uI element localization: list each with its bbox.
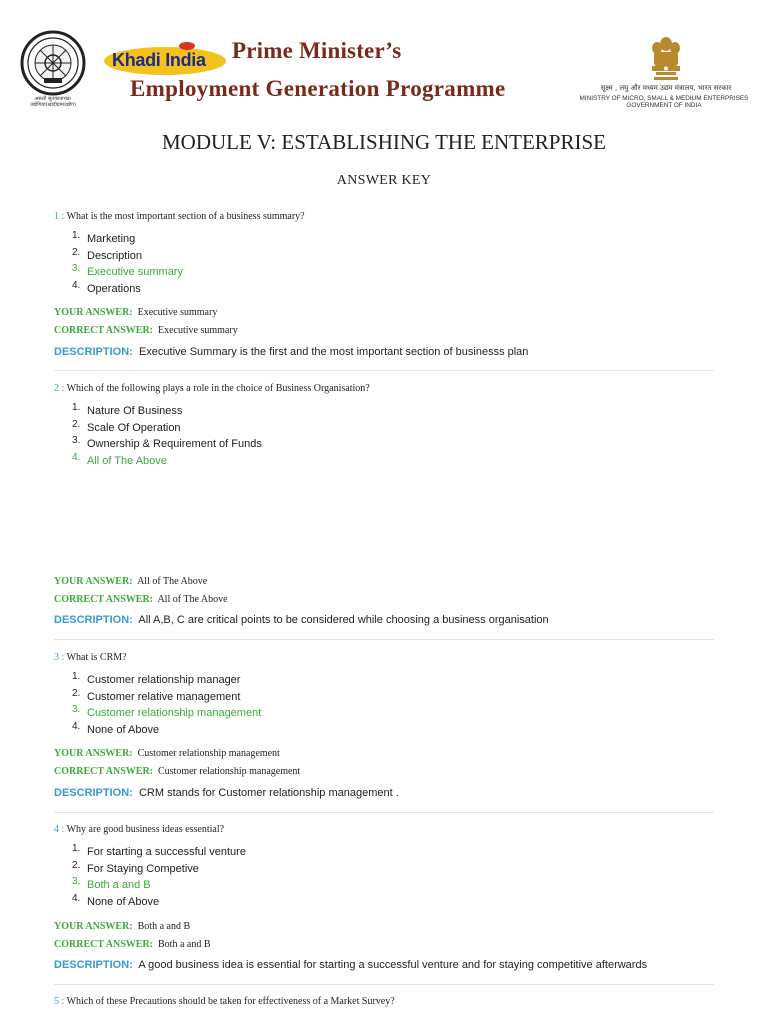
correct-answer-row	[54, 324, 238, 337]
question-label: What is the most important section of a business summary?	[66, 211, 305, 222]
option-number: 1.	[72, 230, 81, 241]
option-number: 4.	[72, 893, 81, 905]
question-block-1	[54, 210, 714, 298]
description-row	[54, 786, 399, 800]
your-answer-row	[54, 575, 207, 588]
your-answer-row	[54, 747, 280, 760]
option-item-correct	[54, 453, 714, 470]
options-list	[54, 844, 714, 911]
option-label: All of The Above	[87, 455, 167, 468]
programme-title-line2: Employment Generation Programme	[130, 76, 506, 101]
description-text: CRM stands for Customer relationship management .	[138, 787, 399, 799]
option-item	[54, 844, 714, 861]
description-label: DESCRIPTION:	[54, 614, 133, 626]
ministry-name-english	[578, 95, 750, 109]
option-label: Operations	[87, 283, 141, 296]
your-answer-label: YOUR ANSWER:	[54, 307, 133, 318]
options-list	[54, 403, 714, 470]
option-label: Customer relationship manager	[87, 674, 241, 686]
question-label: Which of these Precautions should be taken for effectiveness of a Market Survey?	[66, 996, 395, 1007]
option-number: 3.	[72, 435, 81, 447]
question-label: What is CRM?	[66, 652, 127, 663]
question-number: 1 :	[54, 211, 65, 222]
option-item	[54, 248, 714, 265]
correct-answer-label: CORRECT ANSWER:	[54, 766, 153, 777]
seal-caption	[18, 96, 88, 108]
description-row	[54, 345, 528, 359]
correct-answer-value: Both a and B	[158, 939, 211, 950]
your-answer-value: Customer relationship management	[137, 748, 280, 759]
correct-answer-label: CORRECT ANSWER:	[54, 594, 153, 605]
option-number: 2.	[72, 859, 81, 871]
seal-caption-line2: उद्योगिया(खादीग्रामउद्योग)	[30, 102, 76, 108]
option-item	[54, 436, 714, 453]
option-label: Scale Of Operation	[87, 421, 181, 434]
question-text	[54, 382, 714, 395]
divider	[54, 639, 714, 640]
option-label: Both a and B	[87, 879, 151, 892]
ministry-name-line2: GOVERNMENT OF INDIA	[626, 102, 702, 109]
question-text	[54, 651, 714, 664]
option-number: 3.	[72, 876, 81, 888]
description-label: DESCRIPTION:	[54, 346, 133, 358]
option-label: None of Above	[87, 724, 160, 737]
option-number: 2.	[72, 687, 81, 699]
option-item	[54, 861, 714, 878]
option-label: Customer relative management	[87, 690, 241, 703]
your-answer-label: YOUR ANSWER:	[54, 921, 133, 932]
question-number: 2 :	[54, 383, 65, 394]
option-label: For Staying Competive	[87, 862, 199, 875]
question-number: 3 :	[54, 652, 65, 663]
option-number: 4.	[72, 721, 81, 733]
module-title: MODULE V: ESTABLISHING THE ENTERPRISE	[162, 130, 606, 154]
option-number: 4.	[72, 280, 81, 292]
seal-caption-line1: असली सूतकातारख।	[34, 96, 72, 102]
option-number: 2.	[72, 418, 81, 430]
correct-answer-value: Customer relationship management	[158, 766, 301, 777]
option-item	[54, 894, 714, 911]
option-item-correct	[54, 264, 714, 281]
option-label: None of Above	[87, 896, 160, 909]
option-number: 3.	[72, 263, 81, 275]
your-answer-row	[54, 920, 190, 933]
page-header	[0, 0, 768, 120]
option-item-correct	[54, 877, 714, 894]
correct-answer-value: All of The Above	[157, 594, 228, 605]
correct-answer-label: CORRECT ANSWER:	[54, 325, 153, 336]
programme-title-line1: Prime Minister’s	[232, 38, 402, 63]
answer-key-heading: ANSWER KEY	[336, 173, 432, 188]
option-number: 1.	[72, 843, 81, 854]
option-label: Description	[87, 249, 143, 262]
option-number: 1.	[72, 671, 81, 682]
description-label: DESCRIPTION:	[54, 787, 133, 799]
question-number: 5 :	[54, 996, 65, 1007]
divider	[54, 370, 714, 371]
option-label: For starting a successful venture	[87, 846, 246, 858]
option-item	[54, 281, 714, 298]
correct-answer-label: CORRECT ANSWER:	[54, 939, 153, 950]
option-item	[54, 420, 714, 437]
national-emblem-icon	[648, 34, 684, 82]
description-text: All A,B, C are critical points to be considered while choosing a business organisation	[138, 614, 549, 626]
your-answer-row	[54, 306, 217, 319]
your-answer-value: Executive summary	[137, 307, 218, 318]
options-list	[54, 231, 714, 298]
correct-answer-row	[54, 938, 211, 951]
question-block-3	[54, 651, 714, 739]
your-answer-value: Both a and B	[137, 921, 191, 932]
option-item-correct	[54, 705, 714, 722]
ministry-name-hindi: सूक्ष्म , लघु और मध्यम उद्यम मंत्रालय, भारत सरकार	[600, 84, 732, 92]
your-answer-label: YOUR ANSWER:	[54, 748, 133, 759]
correct-answer-value: Executive summary	[158, 325, 238, 336]
khadi-logo-text: Khadi India	[112, 50, 206, 70]
divider	[54, 984, 714, 985]
option-number: 2.	[72, 246, 81, 258]
option-item	[54, 722, 714, 739]
kvic-seal-logo	[20, 30, 86, 96]
divider	[54, 812, 714, 813]
option-number: 3.	[72, 704, 81, 716]
your-answer-label: YOUR ANSWER:	[54, 576, 133, 587]
option-label: Nature Of Business	[87, 405, 183, 417]
option-label: Customer relationship management	[87, 707, 262, 720]
option-number: 4.	[72, 452, 81, 464]
question-block-4	[54, 823, 714, 911]
correct-answer-row	[54, 593, 228, 606]
option-item	[54, 403, 714, 420]
option-item	[54, 689, 714, 706]
options-list	[54, 672, 714, 739]
your-answer-value: All of The Above	[137, 576, 208, 587]
question-text	[54, 210, 714, 223]
correct-answer-row	[54, 765, 300, 778]
option-item	[54, 231, 714, 248]
option-number: 1.	[72, 402, 81, 413]
option-label: Executive summary	[87, 266, 183, 279]
description-label: DESCRIPTION:	[54, 959, 133, 971]
question-label: Why are good business ideas essential?	[66, 824, 225, 835]
description-text: Executive Summary is the first and the most important section of businesss plan	[138, 346, 529, 358]
question-text	[54, 995, 714, 1008]
description-row	[54, 613, 549, 627]
question-number: 4 :	[54, 824, 65, 835]
description-row	[54, 958, 647, 972]
question-text	[54, 823, 714, 836]
option-label: Ownership & Requirement of Funds	[87, 438, 262, 451]
question-block-5	[54, 995, 714, 1008]
option-item	[54, 672, 714, 689]
description-text: A good business idea is essential for starting a successful venture and for staying competitive afterwards	[138, 959, 648, 971]
option-label: Marketing	[87, 233, 136, 245]
question-label: Which of the following plays a role in the choice of Business Organisation?	[66, 383, 370, 394]
question-block-2	[54, 382, 714, 470]
ministry-name-line1: MINISTRY OF MICRO, SMALL & MEDIUM ENTERPRISES	[579, 95, 749, 102]
